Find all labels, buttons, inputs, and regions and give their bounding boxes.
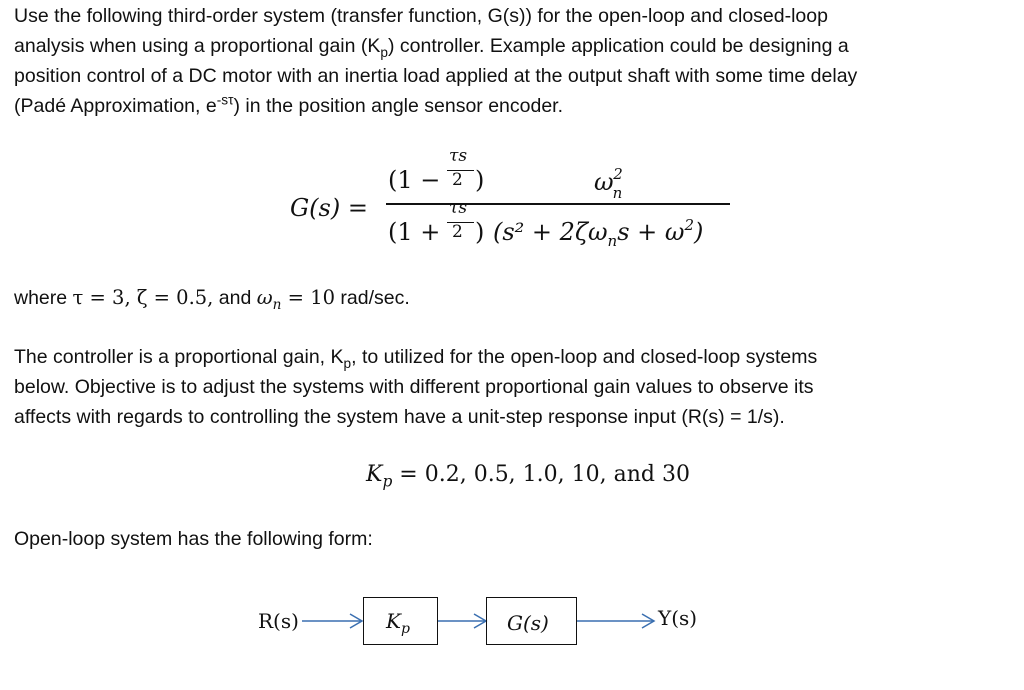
denominator-small-den: 2 — [452, 222, 463, 242]
controller-kp-subscript: p — [343, 355, 352, 371]
equation-lhs: G(s) = — [290, 194, 368, 222]
controller-line-1a: The controller is a proportional gain, K — [14, 346, 344, 368]
den-omega-superscript: 2 — [684, 216, 694, 234]
where-suffix: rad/sec. — [335, 287, 410, 309]
den-omega-subscript-1: n — [607, 232, 618, 250]
kp-block-k: K — [386, 609, 401, 633]
kp-block-sub: p — [400, 621, 410, 637]
intro-line-3: position control of a DC motor with an inertia load applied at the output shaft with some time delay — [14, 65, 858, 87]
den-right-part1: (s² + 2ζω — [493, 218, 608, 246]
numerator-left-b: ) — [475, 166, 485, 194]
gain-subscript: p — [382, 472, 393, 491]
intro-line-4a: (Padé Approximation, e — [14, 95, 217, 117]
g-block-label: G(s) — [507, 611, 549, 635]
controller-line-1b: , to utilized for the open-loop and closed-loop systems — [351, 346, 818, 368]
input-text: R(s) — [258, 609, 299, 633]
where-and: and — [213, 287, 257, 309]
wn-symbol: ω — [256, 286, 273, 309]
controller-line-2: below. Objective is to adjust the systems with different proportional gain values to observe its — [14, 376, 814, 398]
gain-symbol: K — [366, 462, 383, 487]
kp-block — [363, 597, 438, 645]
wn-value: = 10 — [281, 286, 336, 309]
g-block — [486, 597, 577, 645]
intro-line-2b: ) controller. Example application could be designing a — [387, 35, 849, 57]
intro-line-2a: analysis when using a proportional gain (K — [14, 35, 381, 57]
denominator-left-a: (1 + — [388, 218, 441, 246]
where-prefix: where — [14, 287, 73, 309]
kp-block-label — [386, 609, 410, 637]
numerator-small-den: 2 — [452, 170, 463, 190]
denominator-left-b: ) — [475, 218, 485, 246]
output-label: Y(s) — [658, 606, 698, 630]
kp-subscript: p — [380, 44, 388, 60]
numerator-left-a: (1 − — [388, 166, 441, 194]
numerator-small-num: τs — [449, 146, 468, 166]
denominator-small-num: τs — [449, 198, 468, 218]
den-right-part2: s + ω — [617, 218, 685, 246]
tau-zeta-values: τ = 3, ζ = 0.5, — [72, 286, 214, 309]
intro-line-1: Use the following third-order system (transfer function, G(s)) for the open-loop and closed-loop — [14, 5, 828, 27]
gain-values: = 0.2, 0.5, 1.0, 10, and 30 — [399, 462, 690, 487]
intro-line-4b: ) in the position angle sensor encoder. — [233, 95, 564, 117]
omega-subscript: n — [612, 184, 623, 202]
wn-subscript: n — [272, 296, 282, 313]
omega-superscript: 2 — [613, 165, 623, 183]
openloop-heading-text: Open-loop system has the following form: — [14, 528, 373, 550]
exponent-superscript: -sτ — [216, 92, 234, 108]
controller-line-3: affects with regards to controlling the system have a unit-step response input (R(s) = 1/s). — [14, 406, 785, 428]
omega-symbol: ω — [594, 168, 614, 196]
den-right-part3: ) — [694, 218, 704, 246]
